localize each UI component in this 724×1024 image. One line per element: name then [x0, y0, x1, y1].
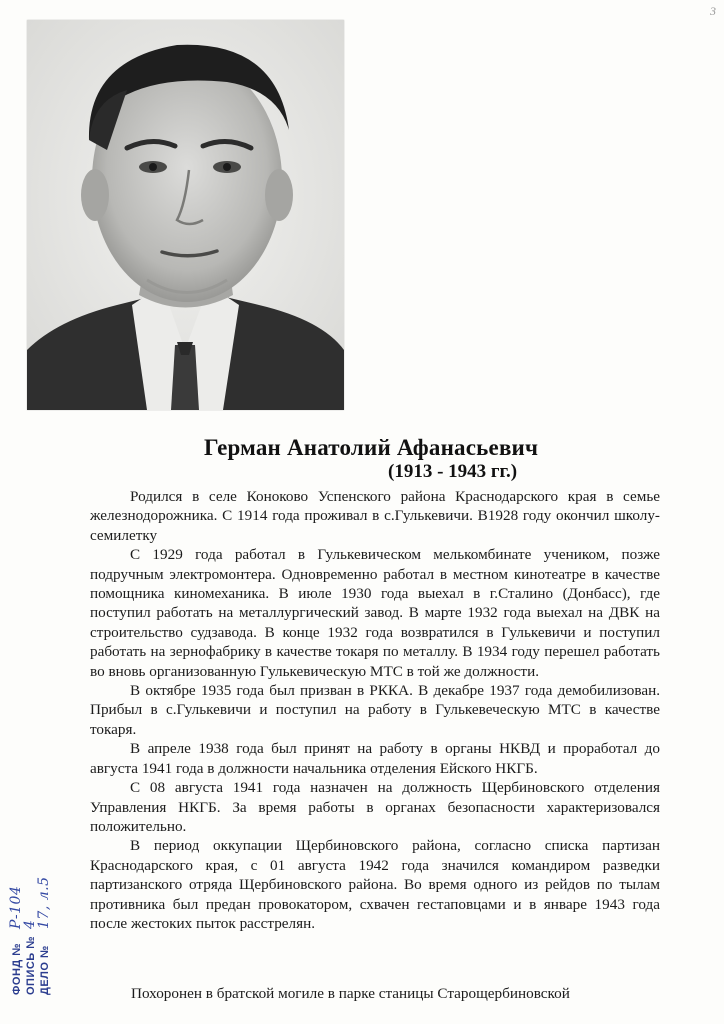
archive-stamp	[8, 805, 50, 995]
biography-paragraph-army: В октябре 1935 года был призван в РККА. В декабре 1937 года демобилизован. Прибыл в с.Гулькевичи и поступил на работу в Гулькевеческую МТС в качестве токаря.	[90, 682, 660, 738]
stamp-fond-value: Р-104	[8, 885, 24, 929]
stamp-opis-label: ОПИСЬ №	[25, 935, 37, 995]
burial-note: Похоронен в братской могиле в парке станицы Старощербиновской	[131, 985, 570, 1002]
portrait-photo	[27, 20, 344, 410]
stamp-delo-line	[36, 805, 50, 995]
stamp-delo-value: 17, л.5	[36, 876, 52, 929]
stamp-fond-label: ФОНД №	[11, 942, 23, 995]
biography-paragraph-partisan: В период оккупации Щербиновского района, согласно списка партизан Краснодарского края, с 01 августа 1942 года значился командиром разведки партизанского отряда Щербиновского района. Во время одного из рейдов по тылам противника был предан провокатором, схвачен гестаповцами и в январе 1943 года после жестоких пыток расстрелян.	[90, 837, 660, 932]
person-name-title: Герман Анатолий Афанасьевич	[204, 435, 539, 460]
page-number: 3	[710, 4, 716, 18]
life-years: (1913 - 1943 гг.)	[388, 461, 518, 482]
biography-paragraph-birth: Родился в селе Коноково Успенского района Краснодарского края в семье железнодорожника. С 1914 года проживал в с.Гулькевичи. В1928 году окончил школу-семилетку	[90, 488, 660, 544]
stamp-opis-value: 4	[22, 919, 38, 929]
biography-paragraph-nkgb: С 08 августа 1941 года назначен на должность Щербиновского отделения Управления НКГБ. За время работы в органах безопасности характеризовался положительно.	[90, 779, 660, 835]
stamp-fond-line	[8, 805, 22, 995]
biography-paragraph-work: С 1929 года работал в Гулькевическом мелькомбинате учеником, позже подручным электромонтера. Одновременно работал в местном кинотеатре в качестве помощника киномеханика. В июле 1930 года выехал в г.Сталино (Донбасс), где поступил работать на металлургический завод. В марте 1932 года выехал на ДВК на строительство судзавода. В конце 1932 года возвратился в Гулькевичи и поступил работать на зернофабрику в качестве токаря по металлу. В 1934 году перешел работать во вновь организованную Гулькевическую МТС в той же должности.	[90, 546, 660, 680]
stamp-delo-label: ДЕЛО №	[39, 945, 51, 995]
biography-paragraph-nkvd: В апреле 1938 года был принят на работу в органы НКВД и проработал до августа 1941 года в должности начальника отделения Ейского НКГБ.	[90, 740, 660, 777]
stamp-opis-line	[22, 805, 36, 995]
biography-text	[90, 487, 660, 933]
